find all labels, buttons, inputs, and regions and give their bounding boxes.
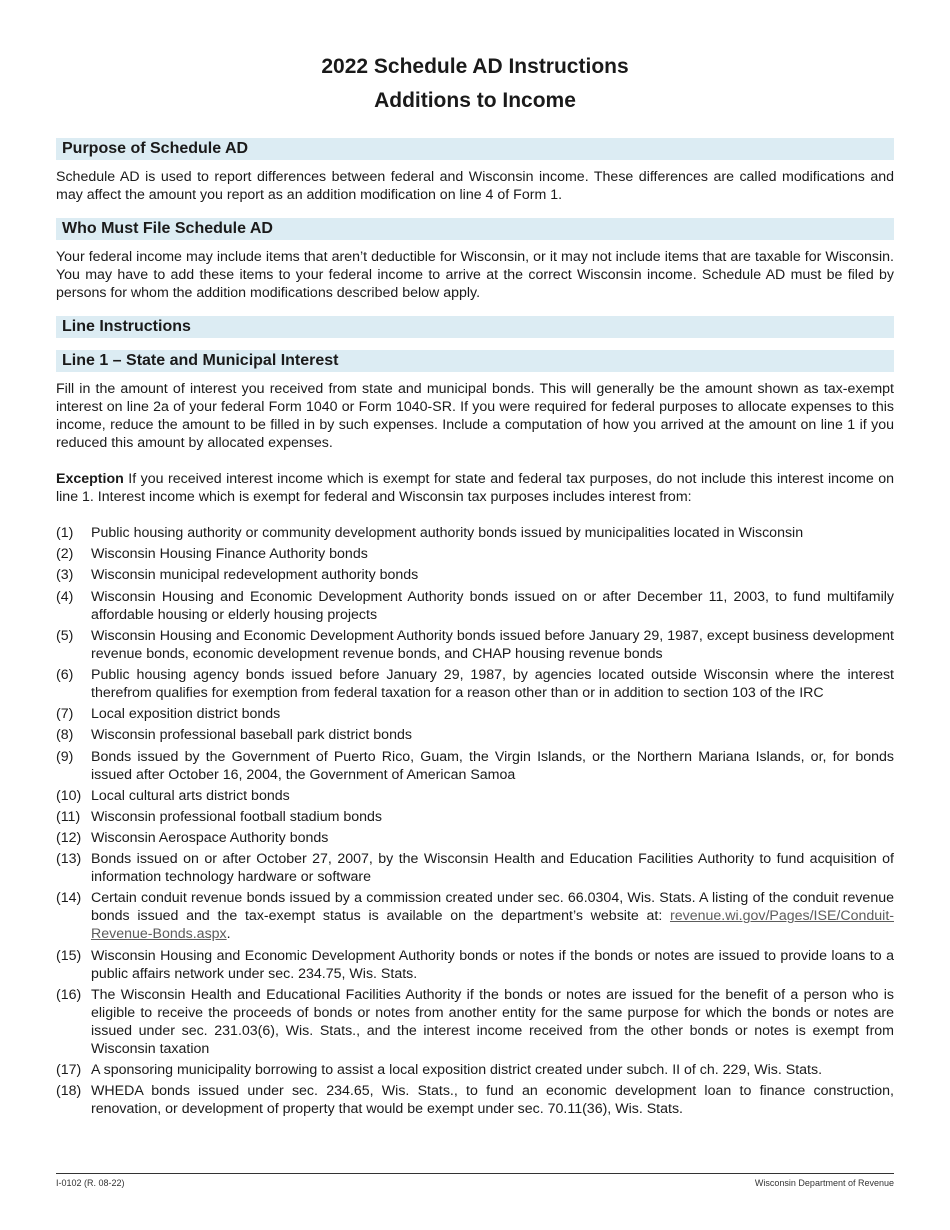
- list-item-text: [91, 808, 894, 826]
- list-item-body: A sponsoring municipality borrowing to assist a local exposition district created under subch. II of ch. 229, Wis. Stats.: [91, 1062, 823, 1078]
- list-item-number: (18): [56, 1083, 82, 1100]
- footer: [56, 1173, 894, 1188]
- list-item-text: [91, 787, 894, 805]
- list-item-text: [91, 850, 894, 886]
- list-item-body: Wisconsin Housing and Economic Development Authority bonds or notes if the bonds or notes are issued to provide loans to a public affairs network under sec. 234.75, Wis. Stats.: [91, 947, 894, 982]
- list-item-body: Public housing authority or community development authority bonds issued by municipalities located in Wisconsin: [91, 525, 804, 541]
- page-title: 2022 Schedule AD Instructions: [321, 55, 629, 78]
- list-item: [56, 808, 894, 826]
- who-text: Your federal income may include items that aren’t deductible for Wisconsin, or it may not include items that are taxable for Wisconsin. You may have to add these items to your federal income to arrive at the correct Wisconsin income. Schedule AD must be filed by persons for whom the addition modifications described below apply.: [56, 249, 894, 301]
- form-id: I-0102 (R. 08-22): [56, 1178, 125, 1188]
- exception-text: If you received interest income which is exempt for state and federal tax purposes, do not include this interest income on line 1. Interest income which is exempt for federal and Wisconsin tax purposes includes interest from:: [56, 471, 894, 505]
- list-item-body: Wisconsin Housing and Economic Development Authority bonds issued on or after December 11, 2003, to fund multifamily affordable housing or elderly housing projects: [91, 588, 894, 623]
- website-link[interactable]: revenue.wi.gov/Pages/ISE/Conduit-Revenue-Bonds.aspx: [91, 908, 894, 943]
- list-item: [56, 726, 894, 744]
- list-item-number: (17): [56, 1062, 82, 1078]
- list-item: [56, 545, 894, 563]
- list-item: [56, 566, 894, 584]
- list-item-number: (7): [56, 706, 74, 723]
- list-item-body: Local exposition district bonds: [91, 706, 281, 723]
- list-item-number: (5): [56, 627, 74, 644]
- list-item-body: Wisconsin Housing and Economic Development Authority bonds issued before January 29, 1987, except business development revenue bonds, economic development revenue bonds, and CHAP housing revenue bonds: [91, 627, 894, 662]
- list-item: [56, 588, 894, 624]
- exception-label: Exception: [56, 471, 124, 487]
- list-item-number: (11): [56, 808, 81, 825]
- list-item-body: WHEDA bonds issued under sec. 234.65, Wis. Stats., to fund an economic development loan to finance construction, renovation, or development of property that would be exempt under sec. 70.11(36), Wis. Stats.: [91, 1083, 894, 1118]
- list-item-text: [91, 726, 894, 744]
- list-item-number: (13): [56, 851, 82, 868]
- list-item-body: Wisconsin municipal redevelopment authority bonds: [91, 567, 419, 584]
- list-item-body: Wisconsin professional baseball park district bonds: [91, 727, 412, 744]
- list-item-number: (12): [56, 830, 82, 847]
- exception-paragraph: [56, 470, 894, 506]
- list-item: [56, 829, 894, 847]
- list-item-number: (1): [56, 525, 74, 541]
- list-item-number: (9): [56, 748, 74, 765]
- list-item-text: [91, 566, 894, 584]
- line1-text: Fill in the amount of interest you received from state and municipal bonds. This will generally be the amount shown as tax-exempt interest on line 2a of your federal Form 1040 or Form 1040-SR. If you were required for federal purposes to allocate expenses to this income, reduce the amount to be filled in by such expenses. Include a computation of how you arrived at the amount on line 1 if you reduced this amount by allocated expenses.: [56, 381, 894, 451]
- list-item-text: [91, 947, 894, 983]
- list-item-number: (6): [56, 666, 74, 683]
- agency-name: Wisconsin Department of Revenue: [754, 1178, 894, 1188]
- document-page: [56, 50, 894, 1121]
- list-item-body: Local cultural arts district bonds: [91, 787, 290, 804]
- list-item-body: Certain conduit revenue bonds issued by a commission created under sec. 66.0304, Wis. Stats. A listing of the conduit revenue bonds issued and the tax-exempt status is available on the department’s website at:: [91, 890, 894, 925]
- list-item-text: [91, 524, 894, 542]
- list-item-body: Public housing agency bonds issued before January 29, 1987, by agencies located outside Wisconsin where the interest therefrom qualifies for exemption from federal taxation for a reason other than or in addition to section 103 of the IRC: [91, 666, 894, 701]
- list-item: [56, 627, 894, 663]
- list-item-number: (16): [56, 986, 82, 1003]
- list-item-text: [91, 748, 894, 784]
- page-subtitle: Additions to Income: [374, 89, 576, 112]
- list-item-body: Bonds issued on or after October 27, 2007, by the Wisconsin Health and Education Facilities Authority to fund acquisition of information technology hardware or software: [91, 851, 894, 886]
- list-item-tail: .: [226, 926, 231, 943]
- list-item-number: (14): [56, 890, 82, 907]
- list-item: [56, 705, 894, 723]
- list-item-text: [91, 705, 894, 723]
- section-heading-purpose: Purpose of Schedule AD: [56, 138, 894, 160]
- list-item-body: Bonds issued by the Government of Puerto Rico, Guam, the Virgin Islands, or the Northern Mariana Islands, or, for bonds issued after October 16, 2004, the Government of American Samoa: [91, 748, 894, 783]
- list-item-number: (2): [56, 546, 74, 563]
- list-item-text: [91, 627, 894, 663]
- list-item-text: [91, 666, 894, 702]
- exempt-interest-list: [56, 524, 894, 1118]
- list-item: [56, 1061, 894, 1079]
- list-item-text: [91, 588, 894, 624]
- list-item: [56, 947, 894, 983]
- list-item-body: Wisconsin Aerospace Authority bonds: [91, 830, 329, 847]
- list-item-number: (15): [56, 947, 82, 964]
- list-item-text: [91, 829, 894, 847]
- list-item-text: [91, 986, 894, 1058]
- list-item: [56, 850, 894, 886]
- list-item: [56, 748, 894, 784]
- list-item: [56, 524, 894, 542]
- list-item-body: The Wisconsin Health and Educational Facilities Authority if the bonds or notes are issued for the benefit of a person who is eligible to receive the proceeds of bonds or notes from another entity for the same purpose for which the bonds or notes are issued under sec. 231.03(6), Wis. Stats., and the interest income received from the other bonds or notes is exempt from Wisconsin taxation: [91, 986, 894, 1057]
- purpose-text: Schedule AD is used to report differences between federal and Wisconsin income. These differences are called modifications and may affect the amount you report as an addition modification on line 4 of Form 1.: [56, 169, 894, 203]
- title-block: [56, 50, 894, 118]
- list-item: [56, 666, 894, 702]
- list-item-text: [91, 1082, 894, 1118]
- list-item-number: (3): [56, 567, 74, 584]
- section-heading-line-instructions: Line Instructions: [56, 316, 894, 338]
- list-item-text: [91, 889, 894, 943]
- list-item: [56, 787, 894, 805]
- list-item-body: Wisconsin Housing Finance Authority bonds: [91, 546, 368, 563]
- list-item-text: [91, 1061, 894, 1079]
- list-item-text: [91, 545, 894, 563]
- list-item-body: Wisconsin professional football stadium bonds: [91, 808, 382, 825]
- list-item: [56, 1082, 894, 1118]
- section-heading-who: Who Must File Schedule AD: [56, 218, 894, 240]
- list-item: [56, 889, 894, 943]
- list-item-number: (4): [56, 588, 74, 605]
- list-item: [56, 986, 894, 1058]
- list-item-number: (8): [56, 727, 74, 744]
- list-item-number: (10): [56, 787, 82, 804]
- section-heading-line1: Line 1 – State and Municipal Interest: [56, 350, 894, 372]
